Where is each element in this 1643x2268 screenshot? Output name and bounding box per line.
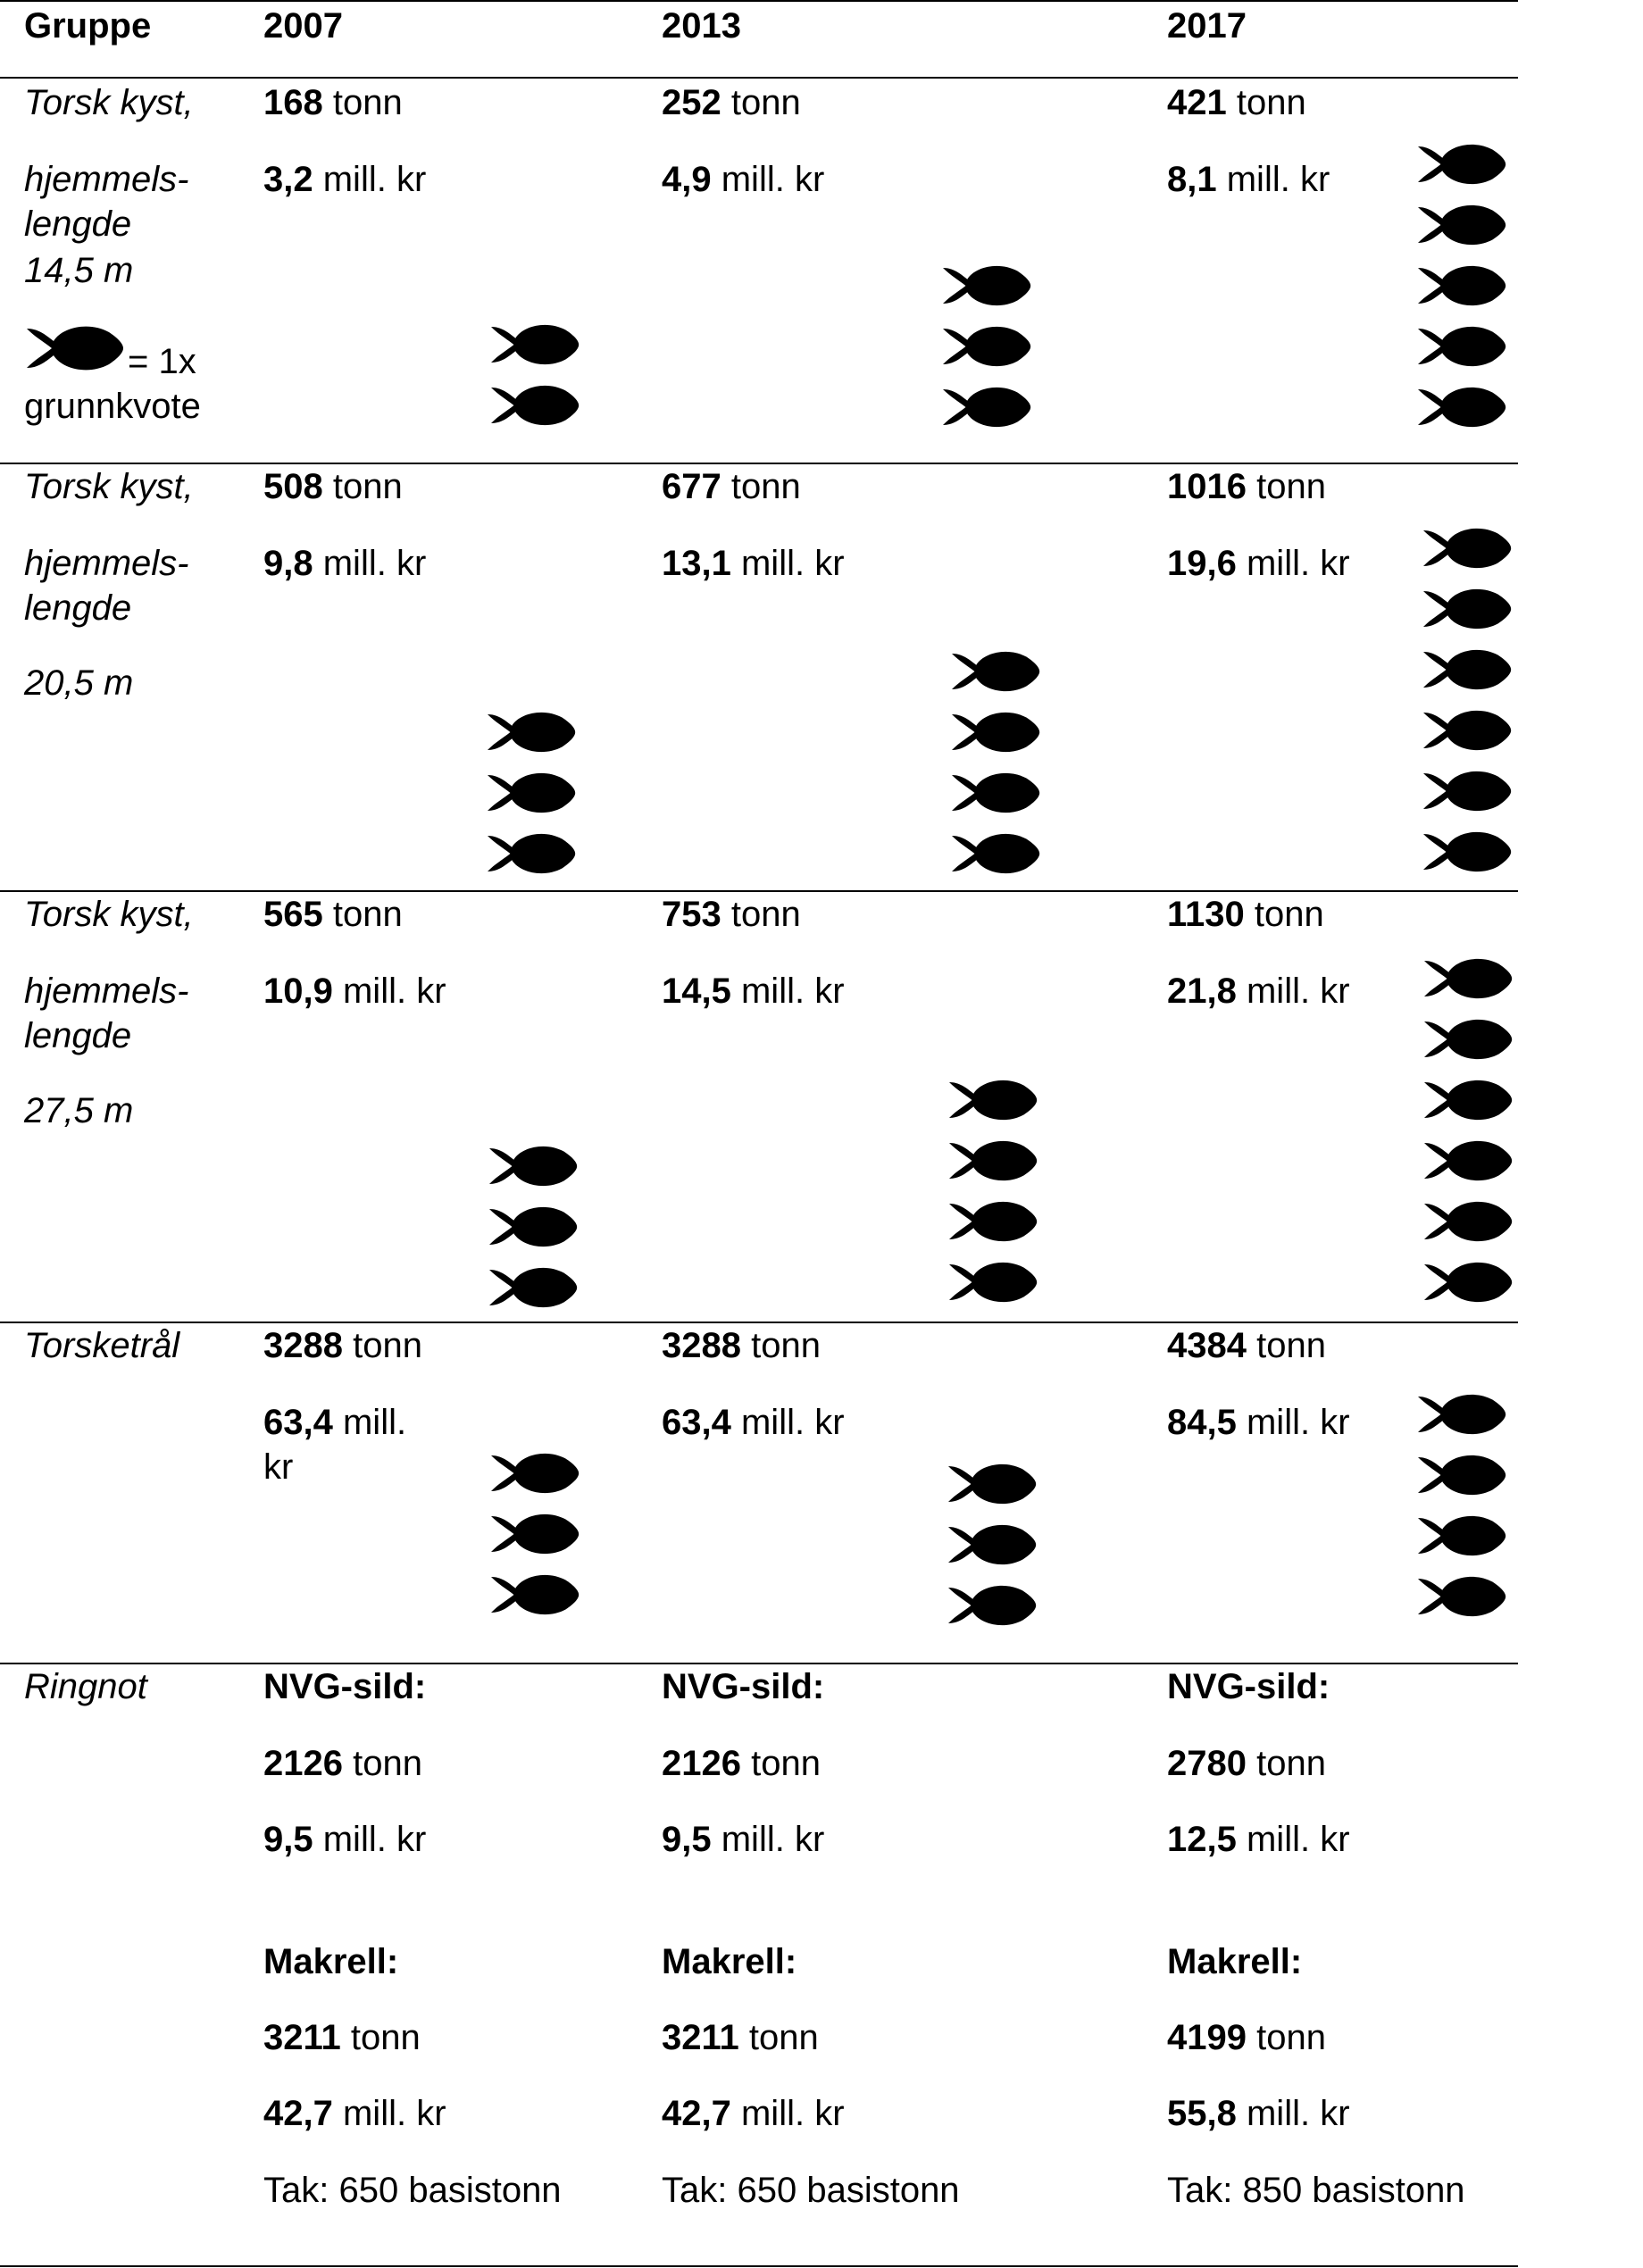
fish-icon xyxy=(952,766,1041,820)
fish-icon xyxy=(1418,138,1507,191)
fish-icon xyxy=(1424,952,1514,1005)
row5-2017-mak-label: Makrell: xyxy=(1167,1942,1303,1981)
header-2007: 2007 xyxy=(263,6,343,46)
fish-icon xyxy=(489,1139,579,1193)
fish-stack xyxy=(1423,521,1513,886)
table-bottom-rule xyxy=(0,2265,1518,2267)
row2-group-line1: Torsk kyst, xyxy=(24,467,194,506)
fish-icon xyxy=(1418,259,1507,313)
row4-2007-kr: 63,4 mill. xyxy=(263,1403,407,1442)
row5-2013-tak: Tak: 650 basistonn xyxy=(662,2171,960,2210)
fish-icon xyxy=(949,1255,1038,1309)
fish-icon xyxy=(1424,1134,1514,1188)
fish-stack xyxy=(489,1139,579,1322)
fish-icon xyxy=(1423,764,1513,818)
row2-2007-tonn: 508 tonn xyxy=(263,467,403,506)
row1-2007-kr: 3,2 mill. kr xyxy=(263,160,427,199)
fish-icon xyxy=(943,259,1032,313)
row5-2007-mak-tonn: 3211 tonn xyxy=(263,2018,421,2057)
fish-icon xyxy=(1418,320,1507,373)
fish-icon xyxy=(1423,521,1513,575)
row1-group-line2: hjemmels- xyxy=(24,160,189,199)
row4-2007-tonn: 3288 tonn xyxy=(263,1326,422,1365)
fish-icon xyxy=(1418,1388,1507,1441)
fish-icon xyxy=(1424,1013,1514,1066)
row1-2017-kr: 8,1 mill. kr xyxy=(1167,160,1330,199)
fish-icon xyxy=(488,705,577,759)
table-top-rule xyxy=(0,0,1518,2)
row5-2007-tak: Tak: 650 basistonn xyxy=(263,2171,562,2210)
fish-icon xyxy=(1418,1570,1507,1623)
row2-group-line3: lengde xyxy=(24,588,132,628)
header-gruppe: Gruppe xyxy=(24,6,152,46)
row2-2007-kr: 9,8 mill. kr xyxy=(263,544,427,583)
row5-2013-nvg-label: NVG-sild: xyxy=(662,1667,825,1706)
row1-2013-tonn: 252 tonn xyxy=(662,83,801,122)
row3-2007-tonn: 565 tonn xyxy=(263,895,403,934)
row4-2017-tonn: 4384 tonn xyxy=(1167,1326,1326,1365)
fish-icon xyxy=(27,321,125,375)
fish-icon xyxy=(948,1579,1038,1632)
row4-2013-tonn: 3288 tonn xyxy=(662,1326,821,1365)
row5-2013-nvg-kr: 9,5 mill. kr xyxy=(662,1820,825,1859)
row1-2017-tonn: 421 tonn xyxy=(1167,83,1306,122)
row2-2017-kr: 19,6 mill. kr xyxy=(1167,544,1350,583)
fish-icon xyxy=(489,1261,579,1314)
fish-icon xyxy=(1423,704,1513,757)
legend-equals: = 1x xyxy=(128,342,196,381)
row1-2007-tonn: 168 tonn xyxy=(263,83,403,122)
fish-icon xyxy=(952,827,1041,880)
row3-2013-kr: 14,5 mill. kr xyxy=(662,971,845,1011)
fish-icon xyxy=(949,1195,1038,1248)
fish-icon xyxy=(491,318,580,371)
fish-icon xyxy=(943,320,1032,373)
row4-2017-kr: 84,5 mill. kr xyxy=(1167,1403,1350,1442)
legend-grunnkvote: grunnkvote xyxy=(24,387,201,426)
row2-2017-tonn: 1016 tonn xyxy=(1167,467,1326,506)
fish-icon xyxy=(1423,643,1513,696)
row3-2017-kr: 21,8 mill. kr xyxy=(1167,971,1350,1011)
fish-icon xyxy=(1418,1509,1507,1563)
fish-icon xyxy=(491,379,580,432)
row5-2017-nvg-label: NVG-sild: xyxy=(1167,1667,1330,1706)
header-2017: 2017 xyxy=(1167,6,1247,46)
fish-stack xyxy=(1424,952,1514,1316)
row5-2013-mak-tonn: 3211 tonn xyxy=(662,2018,819,2057)
fish-icon xyxy=(1424,1073,1514,1127)
fish-icon xyxy=(943,380,1032,434)
row5-2017-nvg-kr: 12,5 mill. kr xyxy=(1167,1820,1350,1859)
row1-group-line1: Torsk kyst, xyxy=(24,83,194,122)
fish-icon xyxy=(952,705,1041,759)
fish-stack xyxy=(948,1457,1038,1639)
fish-stack xyxy=(1418,1388,1507,1630)
row4-group-line1: Torsketrål xyxy=(24,1326,180,1365)
row5-2013-mak-kr: 42,7 mill. kr xyxy=(662,2094,845,2133)
fish-icon xyxy=(1418,198,1507,252)
row2-2013-tonn: 677 tonn xyxy=(662,467,801,506)
row5-2017-tak: Tak: 850 basistonn xyxy=(1167,2171,1465,2210)
fish-stack xyxy=(488,705,577,888)
row1-2013-kr: 4,9 mill. kr xyxy=(662,160,825,199)
row3-2013-tonn: 753 tonn xyxy=(662,895,801,934)
row5-2007-nvg-kr: 9,5 mill. kr xyxy=(263,1820,427,1859)
fish-icon xyxy=(1424,1195,1514,1248)
row5-2007-nvg-label: NVG-sild: xyxy=(263,1667,427,1706)
row3-group-line3: lengde xyxy=(24,1016,132,1055)
row5-2017-nvg-tonn: 2780 tonn xyxy=(1167,1744,1326,1783)
fish-icon xyxy=(1424,1255,1514,1309)
row5-2017-mak-tonn: 4199 tonn xyxy=(1167,2018,1326,2057)
row3-group-line4: 27,5 m xyxy=(24,1091,134,1130)
row5-group-line1: Ringnot xyxy=(24,1667,147,1706)
header-rule xyxy=(0,77,1518,79)
row5-2007-nvg-tonn: 2126 tonn xyxy=(263,1744,422,1783)
fish-stack xyxy=(1418,138,1507,441)
fish-icon xyxy=(952,645,1041,698)
fish-stack xyxy=(943,259,1032,441)
fish-stack xyxy=(491,318,580,439)
row4-2013-kr: 63,4 mill. kr xyxy=(662,1403,845,1442)
fish-stack xyxy=(949,1073,1038,1316)
row3-group-line1: Torsk kyst, xyxy=(24,895,194,934)
fish-icon xyxy=(488,827,577,880)
row5-2007-mak-label: Makrell: xyxy=(263,1942,399,1981)
fish-icon xyxy=(949,1134,1038,1188)
row4-2007-kr-wrap: kr xyxy=(263,1447,294,1487)
fish-icon xyxy=(1418,1448,1507,1502)
fish-icon xyxy=(489,1200,579,1254)
fish-icon xyxy=(1423,582,1513,636)
fish-icon xyxy=(948,1518,1038,1572)
fish-icon xyxy=(491,1447,580,1500)
fish-icon xyxy=(1418,380,1507,434)
row2-group-line2: hjemmels- xyxy=(24,544,189,583)
row1-group-line3: lengde xyxy=(24,204,132,244)
row5-2007-mak-kr: 42,7 mill. kr xyxy=(263,2094,446,2133)
row3-2007-kr: 10,9 mill. kr xyxy=(263,971,446,1011)
fish-icon xyxy=(949,1073,1038,1127)
fish-icon xyxy=(491,1568,580,1622)
fish-icon xyxy=(488,766,577,820)
row2-group-line4: 20,5 m xyxy=(24,663,134,703)
row2-2013-kr: 13,1 mill. kr xyxy=(662,544,845,583)
fish-stack xyxy=(491,1447,580,1629)
row1-group-line4: 14,5 m xyxy=(24,251,134,290)
fish-icon xyxy=(948,1457,1038,1511)
row5-2013-mak-label: Makrell: xyxy=(662,1942,797,1981)
row5-2017-mak-kr: 55,8 mill. kr xyxy=(1167,2094,1350,2133)
fish-icon xyxy=(1423,825,1513,879)
row3-group-line2: hjemmels- xyxy=(24,971,189,1011)
row3-2017-tonn: 1130 tonn xyxy=(1167,895,1324,934)
row5-2013-nvg-tonn: 2126 tonn xyxy=(662,1744,821,1783)
fish-stack xyxy=(952,645,1041,888)
header-2013: 2013 xyxy=(662,6,741,46)
fish-icon xyxy=(491,1507,580,1561)
